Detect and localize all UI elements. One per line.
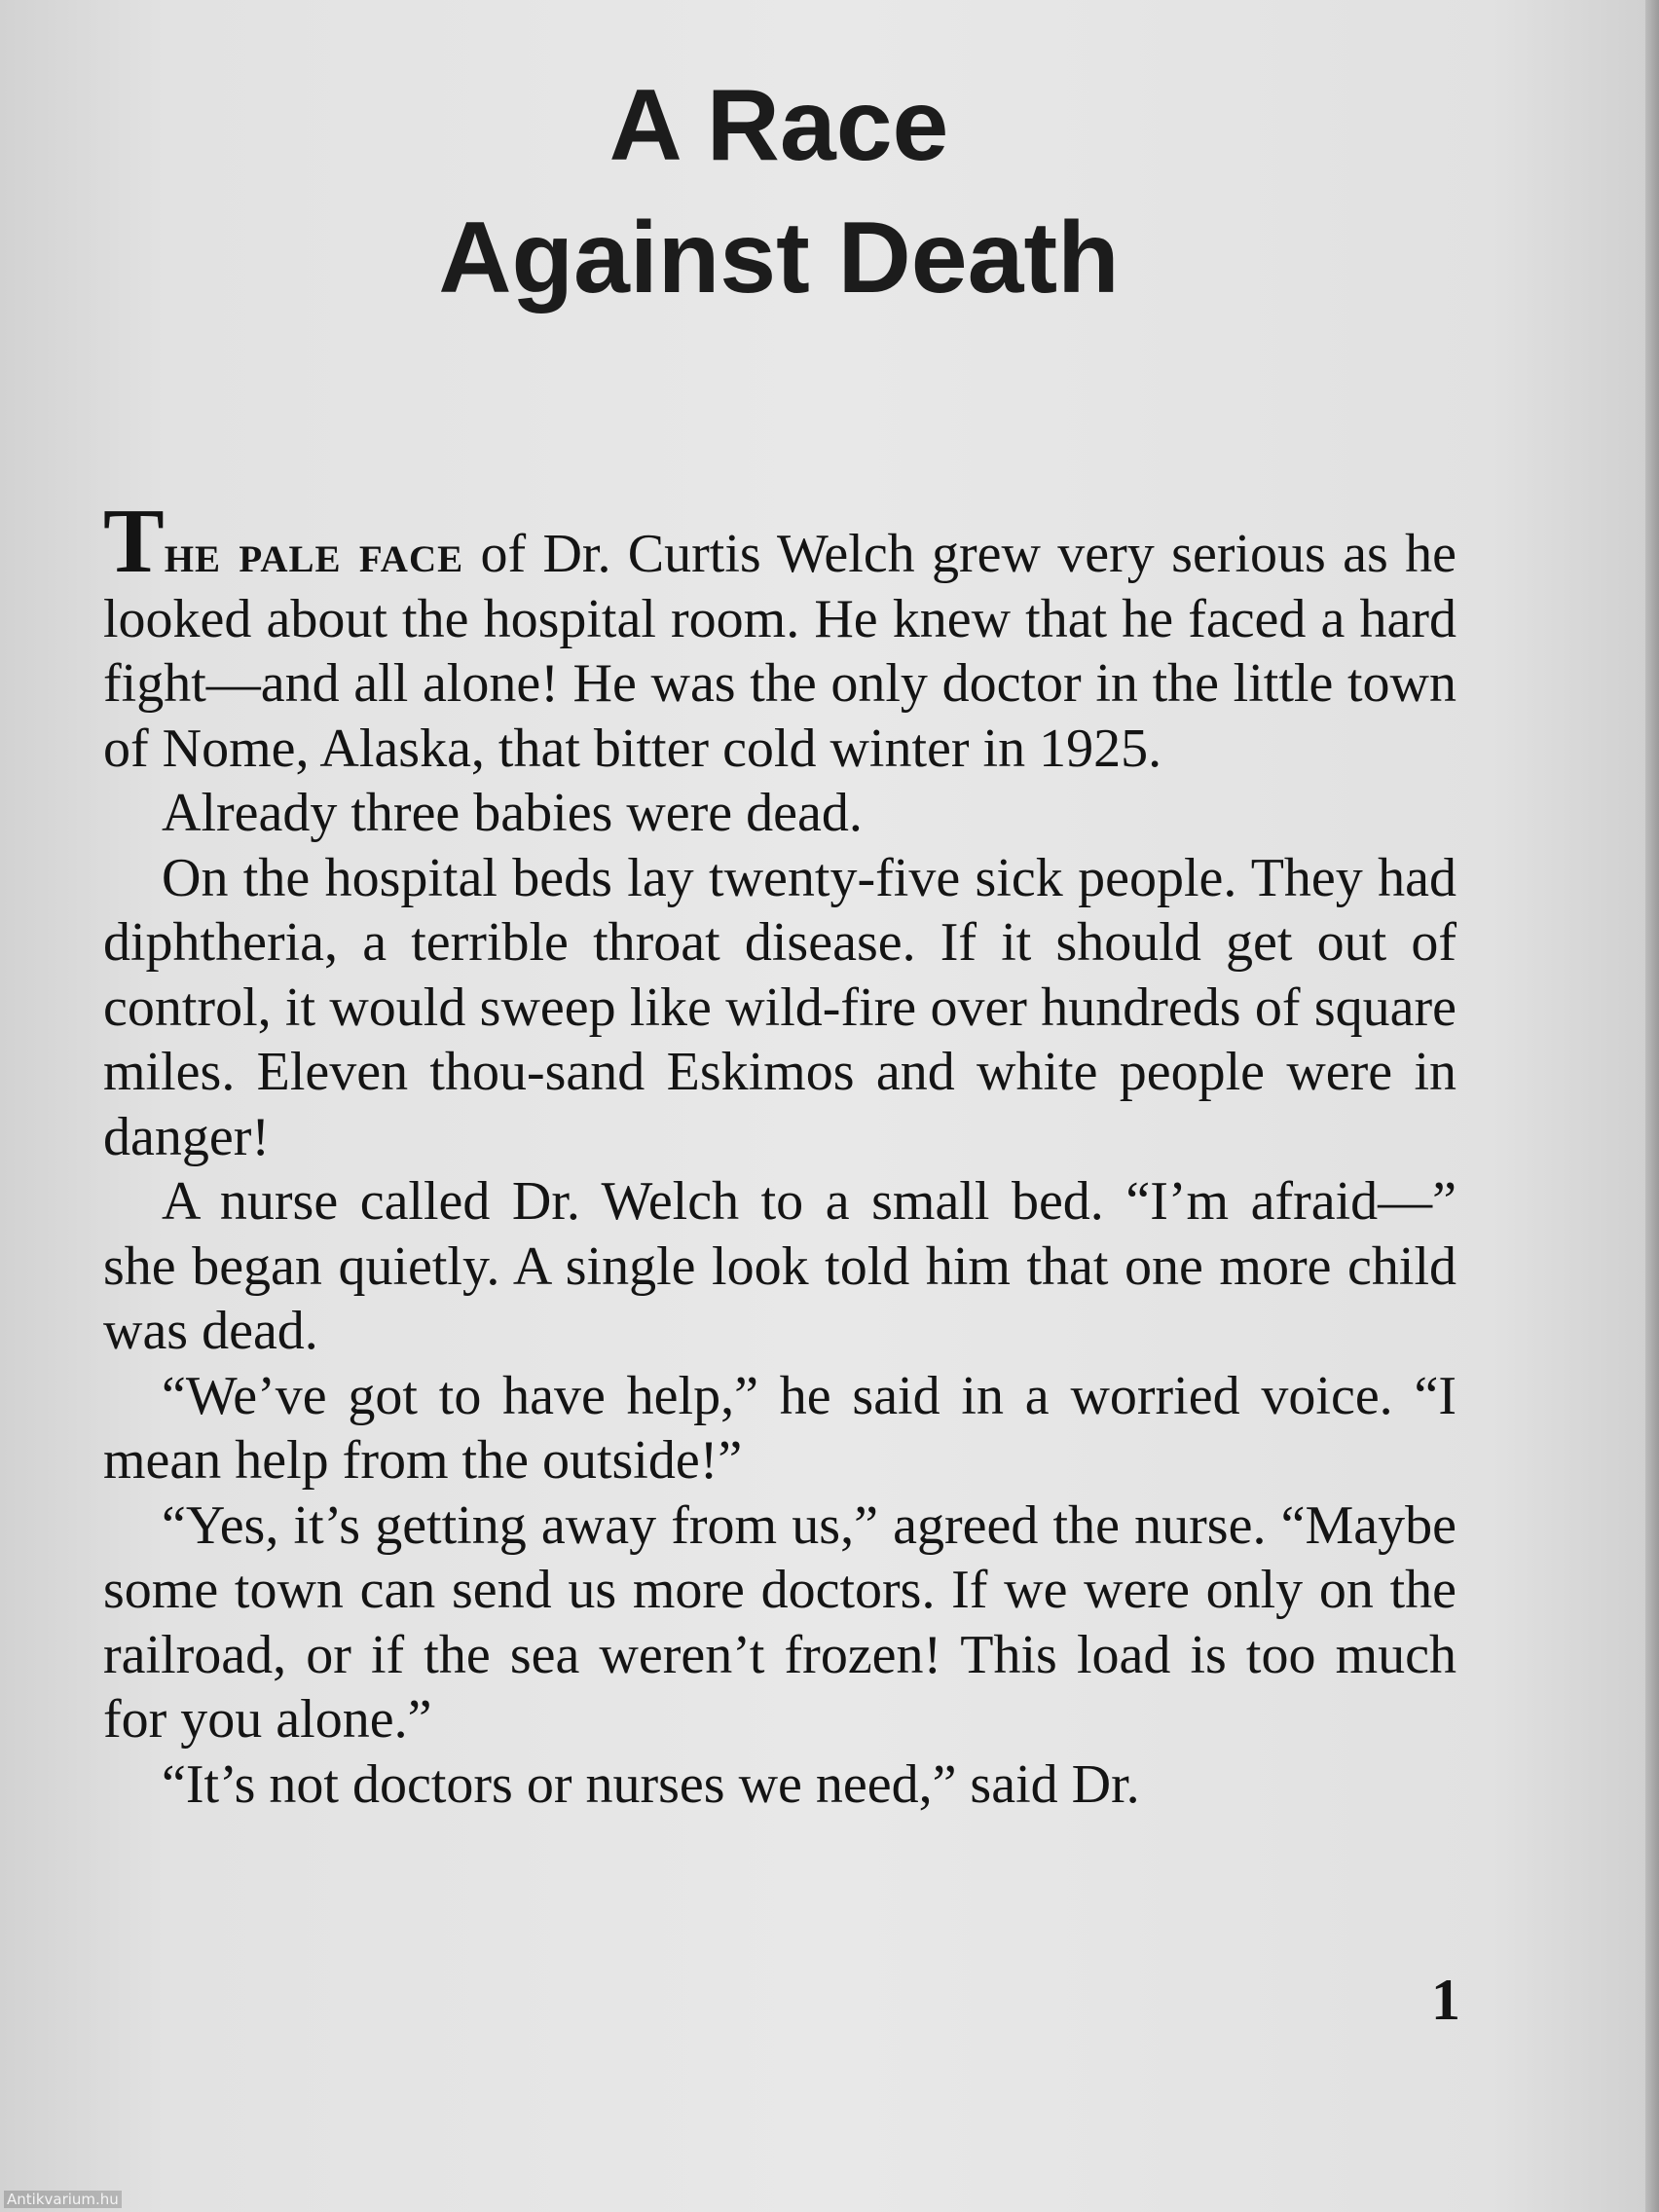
opening-small-caps: he pale face (164, 524, 464, 584)
page-edge-shadow (1645, 0, 1659, 2212)
drop-cap: T (103, 491, 165, 592)
paragraph-2: Already three babies were dead. (162, 783, 863, 843)
paragraph-1 (103, 491, 1456, 781)
chapter-title-line-2: Against Death (438, 202, 1120, 314)
paragraph-5: “We’ve got to have help,” he said in a worried voice. “I mean help from the outside!” (103, 1365, 1456, 1491)
chapter-body (103, 491, 1456, 1817)
paragraph-3: On the hospital beds lay twenty-five sick people. They had diphtheria, a terrible throat disease. If it should get out of control, it would sweep like wild-fire over hundreds of square miles. Eleven thou-sand Eskimos and white people were in danger! (103, 847, 1456, 1167)
paragraph-1-text: of Dr. Curtis Welch grew very serious as he looked about the hospital room. He knew that he faced a hard fight—and all alone! He was the only doctor in the little town of Nome, Alaska, that bitter cold winter in 1925. (103, 524, 1456, 779)
page-number: 1 (1431, 1968, 1460, 2032)
watermark: Antikvarium.hu (4, 2191, 122, 2208)
paragraph-7: “It’s not doctors or nurses we need,” said Dr. (162, 1753, 1140, 1815)
chapter-title-line-1: A Race (608, 69, 949, 182)
paragraph-6: “Yes, it’s getting away from us,” agreed the nurse. “Maybe some town can send us more doctors. If we were only on the railroad, or if the sea weren’t frozen! This load is too much for you alone.” (103, 1494, 1456, 1750)
paragraph-4: A nurse called Dr. Welch to a small bed. “I’m afraid—” she began quietly. A single look told him that one more child was dead. (103, 1171, 1456, 1361)
